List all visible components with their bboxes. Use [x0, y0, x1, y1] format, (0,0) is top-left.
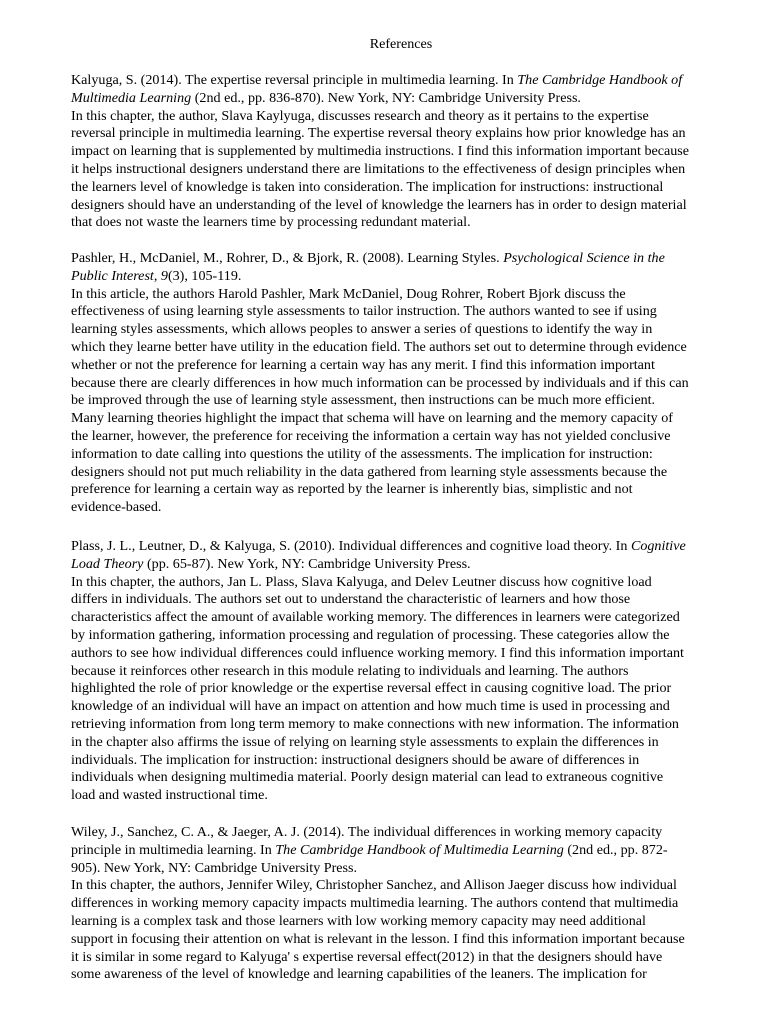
annotation-line: In this article, the authors Harold Pashler, Mark McDaniel, Doug Rohrer, Robert Bjork discuss the	[71, 285, 626, 302]
reference-entry	[71, 538, 707, 805]
annotation-line: evidence-based.	[71, 499, 162, 516]
annotation-line: it helps instructional designers understand there are limitations to the effectiveness of design principles when	[71, 160, 686, 177]
annotation-line: in the chapter also affirms the issue of relying on learning style assessments to explain the differences in	[71, 733, 659, 750]
annotation-line: reversal principle in multimedia learning. The expertise reversal theory explains how prior knowledge has an	[71, 125, 686, 142]
citation-italic-text: Public Interest	[71, 267, 154, 284]
reference-entry	[71, 250, 707, 517]
annotation-line: which they learne better have utility in the education field. The authors set out to determine through evidence	[71, 338, 687, 355]
annotation-line: the learners level of knowledge is taken into consideration. The implication for instructions: instructional	[71, 178, 664, 195]
citation-text: Kalyuga, S. (2014). The expertise reversal principle in multimedia learning. In	[71, 72, 518, 88]
reference-entry	[71, 824, 707, 984]
citation-text: ,	[153, 267, 161, 284]
annotation-line: support in focusing their attention on what is relevant in the lesson. I find this information important because	[71, 930, 685, 947]
reference-entry	[71, 72, 707, 232]
annotation-line: it is similar in some regard to Kalyuga' s expertise reversal effect(2012) in that the designers should have	[71, 948, 663, 965]
citation-italic-text: Psychological Science in the	[503, 250, 665, 266]
citation-line	[71, 860, 707, 878]
page-title: References	[369, 36, 433, 52]
citation-text: Plass, J. L., Leutner, D., & Kalyuga, S. (2010). Individual differences and cognitive load theory. In	[71, 538, 631, 554]
citation-italic-text: Cognitive	[630, 538, 686, 554]
annotation-line: learning is a complex task and those learners with low working memory capacity may need additional	[71, 912, 646, 929]
annotation-line: load and wasted instructional time.	[71, 787, 268, 804]
citation-line	[71, 538, 707, 556]
citation-line	[71, 72, 707, 90]
annotation-line: In this chapter, the authors, Jan L. Plass, Slava Kalyuga, and Delev Leutner discuss how cognitive load	[71, 573, 652, 590]
citation-text: (3), 105-119.	[167, 267, 242, 284]
citation-text: principle in multimedia learning. In	[71, 841, 276, 858]
citation-text: 905). New York, NY: Cambridge University Press.	[71, 859, 358, 876]
annotation-line: individuals when designing multimedia material. Poorly design material can lead to extraneous cognitive	[71, 769, 664, 786]
annotation-line: by information gathering, information processing and regulation of processing. These categories allow the	[71, 626, 670, 643]
citation-line	[71, 90, 707, 108]
annotation-line: knowledge of an individual will have an impact on attention and how much time is used in processing and	[71, 698, 670, 715]
annotation-line: Many learning theories highlight the impact that schema will have on learning and the memory capacity of	[71, 410, 673, 427]
annotation-line: highlighted the role of prior knowledge or the expertise reversal effect in causing cognitive load. The prior	[71, 680, 672, 697]
annotation-line: that does not waste the learners time by processing redundant material.	[71, 214, 471, 231]
annotation-line: whether or not the preference for learning a certain way has any merit. I find this information important	[71, 356, 655, 373]
citation-line	[71, 268, 707, 286]
annotation-line: In this chapter, the authors, Jennifer Wiley, Christopher Sanchez, and Allison Jaeger discuss how individual	[71, 877, 677, 894]
citation-text: (2nd ed., pp. 836-870). New York, NY: Cambridge University Press.	[191, 89, 581, 106]
annotation-line: the learner, however, the preference for receiving the information a certain way has not yielded conclusive	[71, 427, 671, 444]
annotation-line: In this chapter, the author, Slava Kaylyuga, discusses research and theory as it pertains to the expertise	[71, 107, 649, 124]
annotation-line: authors to see how individual differences could influence working memory. I find this information important	[71, 644, 684, 661]
citation-italic-text: The Cambridge Handbook of Multimedia Learning	[275, 841, 564, 858]
citation-text: (2nd ed., pp. 872-	[563, 841, 668, 858]
annotation-line: because it reinforces other research in this module relating to individuals and learning. The authors	[71, 662, 629, 679]
citation-line	[71, 250, 707, 268]
annotation-line: differences in working memory capacity impacts multimedia learning. The authors contend that multimedia	[71, 895, 679, 912]
annotation-line: be improved through the use of learning style assessment, then instructions can be much more efficient.	[71, 392, 656, 409]
annotation-line: designers should not put much reliability in the data gathered from learning style assessments because the	[71, 463, 668, 480]
annotation-line: characteristics affect the amount of available working memory. The differences in learners were categorized	[71, 609, 680, 626]
citation-line	[71, 842, 707, 860]
annotation-line: preference for learning a certain way as reported by the learner is inherently bias, simplistic and not	[71, 481, 633, 498]
annotation-line: designers should have an understanding of the level of knowledge the learners has in order to design material	[71, 196, 687, 213]
citation-italic-text: Load Theory	[71, 555, 144, 572]
citation-line	[71, 824, 707, 842]
citation-text: Pashler, H., McDaniel, M., Rohrer, D., & Bjork, R. (2008). Learning Styles.	[71, 250, 504, 266]
annotation-line: learning styles assessments, which allows peoples to answer a series of questions to identify the way in	[71, 321, 653, 338]
citation-italic-text: 9	[160, 267, 168, 284]
annotation-line: information to date calling into questions the utility of the assessments. The implication for instruction:	[71, 445, 653, 462]
annotation-line: differs in individuals. The authors set out to understand the characteristic of learners and how those	[71, 591, 631, 608]
annotation-line: some awareness of the level of knowledge and learning capabilities of the leaners. The implication for	[71, 966, 647, 983]
citation-text: (pp. 65-87). New York, NY: Cambridge University Press.	[143, 555, 471, 572]
annotation-line: effectiveness of using learning style assessments to tailor instruction. The authors wanted to see if using	[71, 303, 657, 320]
annotation-line: individuals. The implication for instruction: instructional designers should be aware of differences in	[71, 751, 640, 768]
annotation-line: impact on learning that is supplemented by multimedia instructions. I find this information important because	[71, 143, 690, 160]
citation-line	[71, 556, 707, 574]
citation-italic-text: The Cambridge Handbook of	[517, 72, 683, 88]
citation-italic-text: Multimedia Learning	[71, 89, 192, 106]
annotation-line: because there are clearly differences in how much information can be processed by individuals and if this can	[71, 374, 689, 391]
citation-text: Wiley, J., Sanchez, C. A., & Jaeger, A. J. (2014). The individual differences in working memory capacity	[71, 824, 663, 840]
annotation-line: retrieving information from long term memory to make connections with new information. The information	[71, 715, 679, 732]
